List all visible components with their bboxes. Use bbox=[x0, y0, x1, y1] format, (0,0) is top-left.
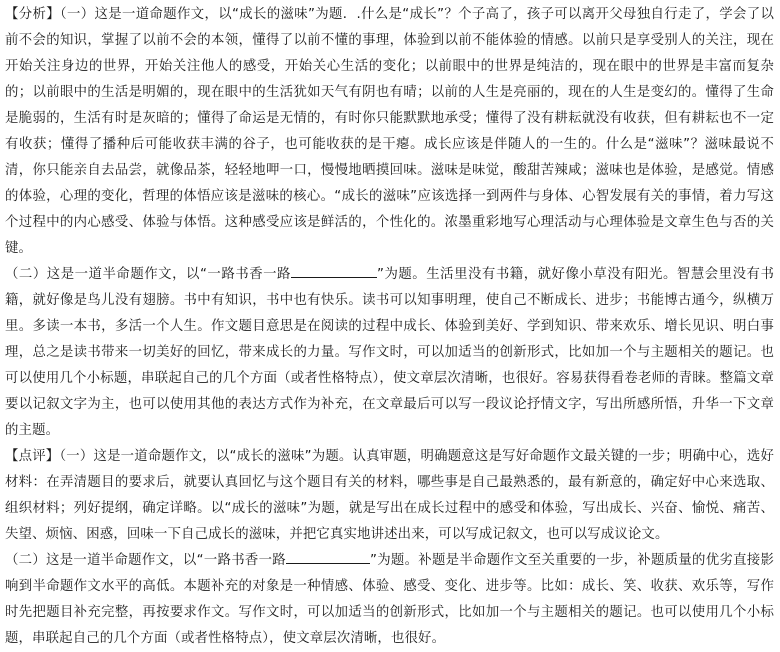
analysis-part2-paragraph bbox=[5, 262, 774, 444]
analysis-part2-text-after: ”为题。生活里没有书籍，就好像小草没有阳光。智慧会里没有书籍，就好像是鸟儿没有翅膀。书中有知识，书中也有快乐。读书可以知事明理，使自己不断成长、进步；书能博古通今，纵横万里。多读一本书，多活一个人生。作文题目意思是在阅读的过程中成长、体验到美好、学到知识、带来欢乐、增长见识、明白事理，总之是读书带来一切美好的回忆，带来成长的力量。写作文时，可以加适当的创新形式，比如加一个与主题相关的题记。也可以使用几个小标题，串联起自己的几个方面（或者性格特点），使文章层次清晰，也很好。容易获得看卷老师的青睐。整篇文章要以记叙文字为主，也可以使用其他的表达方式作为补充，在文章最后可以写一段议论抒情文字，写出所感所悟，升华一下文章的主题。 bbox=[5, 267, 774, 438]
analysis-tag: 【分析】 bbox=[5, 7, 60, 22]
comment-part2-paragraph bbox=[5, 548, 774, 652]
title-fill-blank bbox=[286, 548, 370, 564]
comment-part2-text-before: （二）这是一道半命题作文，以“一路书香一路 bbox=[5, 553, 286, 568]
comment-part2-text-after: ”为题。补题是半命题作文至关重要的一步，补题质量的优劣直接影响到半命题作文水平的高低。本题补充的对象是一种情感、体验、感受、变化、进步等。比如：成长、笑、收获、欢乐等，写作时先把题目补充完整，再按要求作文。写作文时，可以加适当的创新形式，比如加一个与主题相关的题记。也可以使用几个小标题，串联起自己的几个方面（或者性格特点），使文章层次清晰，也很好。 bbox=[5, 553, 774, 646]
analysis-part2-text-before: （二）这是一道半命题作文，以“一路书香一路 bbox=[5, 267, 291, 282]
comment-part1-text: （一）这是一道命题作文，以“成长的滋味”为题。认真审题，明确题意这是写好命题作文最关键的一步；明确中心，选好材料：在弄清题目的要求后，就要认真回忆与这个题目有关的材料，哪些事是自己最熟悉的，最有新意的，确定好中心来选取、组织材料；列好提纲，确定详略。以“成长的滋味”为题，就是写出在成长过程中的感受和体验，写出成长、兴奋、愉悦、痛苦、失望、烦恼、困惑，回味一下自己成长的滋味，并把它真实地讲述出来，可以写成记叙文，也可以写成议论文。 bbox=[5, 449, 774, 542]
analysis-part1-text: （一）这是一道命题作文，以“成长的滋味”为题．.什么是“成长”？个子高了，孩子可以离开父母独自行走了，学会了以前不会的知识，掌握了以前不会的本领，懂得了以前不懂的事理，体验到以前不能体验的情感。以前只是享受别人的关注，现在开始关注身边的世界，开始关注他人的感受，开始关心生活的变化；以前眼中的世界是纯洁的，现在眼中的世界是丰富而复杂的；以前眼中的生活是明媚的，现在眼中的生活犹如天气有阴也有晴；以前的人生是亮丽的，现在的人生是变幻的。懂得了生命是脆弱的，生活有时是灰暗的；懂得了命运是无情的，有时你只能默默地承受；懂得了没有耕耘就没有收获，但有耕耘也不一定有收获；懂得了播种后可能收获丰满的谷子，也可能收获的是干瘪。成长应该是伴随人的一生的。什么是“滋味”？滋味最说不清，你只能亲自去品尝，就像品茶，轻轻地呷一口，慢慢地晒摸回味。滋味是味觉，酸甜苦辣咸；滋味也是体验，是感觉。情感的体验，心理的变化，哲理的体悟应该是滋味的核心。“成长的滋味”应该选择一到两件与身体、心智发展有关的事情，着力写这个过程中的内心感受、体验与体悟。这种感受应该是鲜活的，个性化的。浓墨重彩地写心理活动与心理体验是文章生色与否的关键。 bbox=[5, 7, 774, 256]
comment-tag: 【点评】 bbox=[5, 449, 60, 464]
comment-part1-paragraph bbox=[5, 444, 774, 548]
title-fill-blank bbox=[291, 262, 377, 278]
analysis-part1-paragraph bbox=[5, 2, 774, 262]
